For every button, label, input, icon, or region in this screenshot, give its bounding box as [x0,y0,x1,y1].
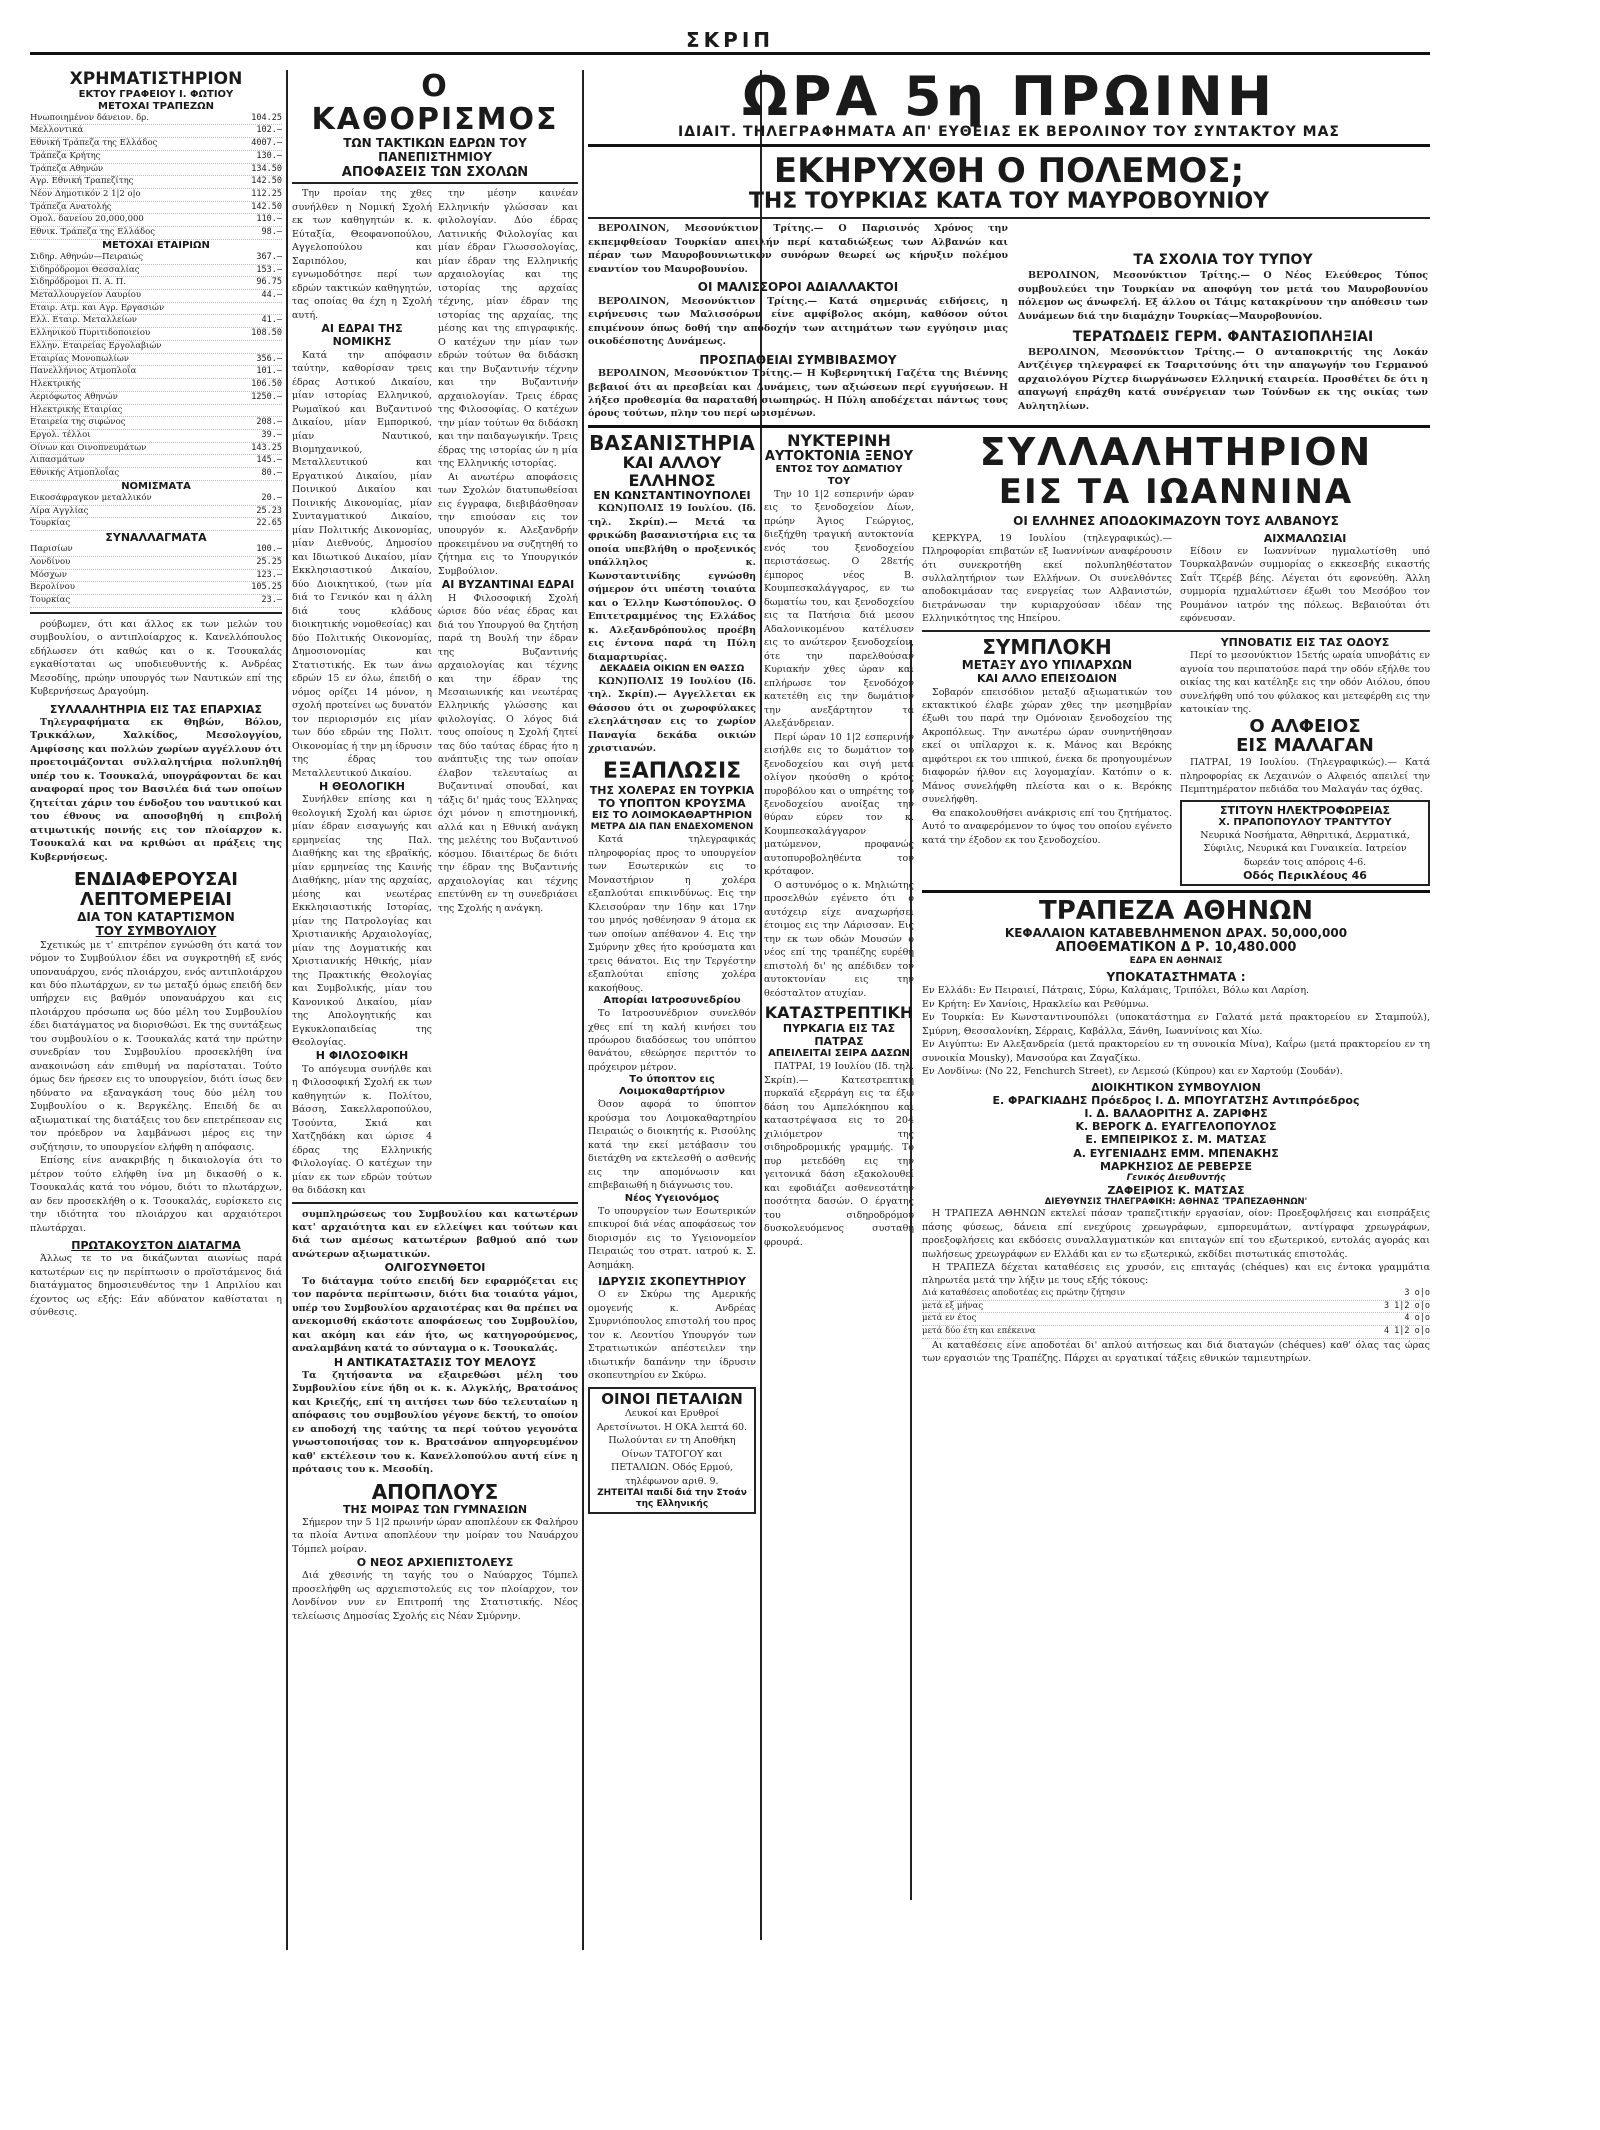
row-label: Εικοσάφραγκον μεταλλικόν [30,492,152,503]
table-row [922,1301,1430,1314]
row-label: Εταιρεία της σιφώνος [30,417,126,428]
row-label: Μεταλλουργείον Λαυρίου [30,290,142,301]
banner-headline: ΩΡΑ 5η ΠΡΩΙΝΗ [741,70,1277,128]
table-row [30,455,282,468]
row-label: Σιδηρόδρομοι Π. Α. Π. [30,277,127,288]
article-subhead: ΠΡΟΣΠΑΘΕΙΑΙ ΣΥΜΒΙΒΑΣΜΟΥ [699,352,897,367]
article-body: την μέσην καινέαν Ελληνικήν γλώσσαν και φιλολογίαν. Δύο έδρας Λατινικής Φιλολογίας και μίαν έδραν Γλωσσολογίας, μίαν έδραν της Ελληνικής αρχαιολογίας και της ιστορίας της αρχαίας τέχνης, μίαν έδραν της ιστορίας της αρχαίας, της μέσης και της επιγραφικής. Ο κατέχων την μίαν των εδρών τούτων θα διδάσκη και την Βυζαντινήν τέχνην και την Βυζαντινήν αρχαιολογίαν. Τρεις έδρας της Φιλοσοφίας. Ο κατέχων την μίαν τούτων θα διδάσκη και την παιδαγωγικήν. Τρεις έδρας της ιστορίας ών η μία της Ελληνικής ιστορίας. [438,188,578,470]
article-headline: Ο ΑΛΦΕΙΟΣ [1249,715,1361,737]
article-body: ΠΑΤΡΑΙ, 19 Ιουλίου (Ιδ. τηλ. Σκρίπ).— Κατεστρεπτική πυρκαϊά εξερράγη εις τα έξω δάση του Αμπελόκηπου και καταστρέψασα εις το 204 χιλιόμετρον της σιδηροδρομικής γραμμής. Το πυρ μετεδόθη εις την γειτονικά δάση εξακολουθεί και εφοδιάζει ασθενεστάτην ποσότητα δασών. Ο έργατης του σιδηροδρόμου δυσκολευόμενος συσταθή φρουρά. [764,1061,914,1248]
list-item: Ε. ΕΜΠΕΙΡΙΚΟΣ Σ. Μ. ΜΑΤΣΑΣ [1085,1133,1267,1147]
row-label: Νέον Δημοτικόν 2 1|2 ο|ο [30,189,141,199]
right-section [588,70,1430,1940]
clinic-advertisement [1180,800,1430,887]
board-list [922,1094,1430,1173]
ad-footer: ΖΗΤΕΙΤΑΙ παιδί διά την Στοάν της Ελληνικής [597,1488,747,1510]
article-body: ΒΕΡΟΛΙΝΟΝ, Μεσονύκτιον Τρίτης.— Η Κυβερνητική Γαζέτα της Βιέννης βεβαιοί ότι αι πρεσβείαι και Δυνάμεις, των αξιώσεων περί εγγυήσεων. Η λήξεσ προθεσμία θα παραταθή σιωπηρώς. Η Πύλη αποδέχεται πάντως τους όρους τούτων, πλην του περί ωρισμένων. [588,368,1008,420]
article-subhead: Απορίαι Ιατροσυνεδρίου [603,995,741,1007]
branches-heading: ΥΠΟΚΑΤΑΣΤΗΜΑΤΑ : [1106,969,1246,984]
table-row [922,1313,1430,1326]
table-row [30,430,282,443]
article-headline: ΣΥΜΠΛΟΚΗ [982,634,1112,659]
article-body: ρούβωμεν, ότι και άλλος εκ των μελών του συμβουλίου, ο αντιπλοίαρχος κ. Κανελλόπουλος εδήλωσεν ότι καθώς και ο κ. Τσουκαλάς εγκαθίσταται ως υποδιευθυντής κ. Ανδρέας Μεσοδίης, πρώην υπουργός των Ναυτικών επί της Κυβερνήσεως Δραγούμη. [30,618,282,698]
article-body: Τηλεγραφήματα εκ Θηβών, Βόλου, Τρικκάλων, Χαλκίδος, Μεσολογγίου, Αμφίσσης και πολλών χωρίων αγγέλλουν ότι προετοιμάζονται συλλαλητήρια πολυπληθή υπέρ του κ. Τσουκαλά, υπογράφονται δε και αναφοραί προς τον Βασιλέα διά των οποίων ζητείται χάριν του ένδοξου του ναυτικού και του έθνους να αποσοβηθή η επιβολή ατιμωτικής ποινής εις τον πλοίαρχον κ. Τσουκαλά και να κριθώσι αι πράξεις της Κυβερνήσεως. [30,716,282,863]
article-headline: ΕΙΣ ΤΑ ΙΩΑΝΝΙΝΑ [998,471,1354,512]
table-row [30,164,282,177]
divider [922,630,1430,632]
table-row [30,265,282,278]
article-body: ΒΕΡΟΛΙΝΟΝ, Μεσονύκτιον Τρίτης.— Κατά σημερινάς ειδήσεις, η ειρήνευσις των Μαλισσόρων είνε αμφίβολος ακόμη, καθόσον ούτοι επιμένουν όπως δοθή την αποδοχήν των αιτημάτων των εγγύησιν μιας οικοδέσποτης Δυνάμεως. [588,295,1008,348]
bank-capital: ΚΕΦΑΛΑΙΟΝ ΚΑΤΑΒΕΒΛΗΜΕΝΟΝ ΔΡΑΧ. 50,000,000 [1004,926,1348,941]
row-label: Βερολίνου [30,582,75,593]
row-label: Ηνωποιημένον δάνειον. δρ. [30,112,149,123]
row-label: Σιδηρ. Αθηνών—Πειραιώς [30,251,143,262]
row-label: Παρισίων [30,544,73,555]
row-label: Εταιρίας Μονοπωλίων [30,353,129,364]
divider [922,890,1430,893]
row-label: Τράπεζα Ανατολής [30,201,112,212]
list-item: Α. ΕΥΓΕΝΙΑΔΗΣ ΕΜΜ. ΜΠΕΝΑΚΗΣ [1073,1146,1279,1160]
article-body: ΚΩΝ)ΠΟΛΙΣ 19 Ιουλίου. (Ιδ. τηλ. Σκρίπ).— Μετά τα φρικώδη βασανιστήρια εις τα οποία υπεβλήθη ο προξενικός υπάλληλος κ. Κωνσταντινίδης εγνώσθη σήμερον ότι υπέστη τοιαύτα και ο Έλλην Κωστόπουλος. Ο Επιτετραμμένος της Ελλάδος κ. Αλεξανδρόπουλος προέβη εις έντονα παρά τη Πύλη διαμαρτυρίας. [588,503,756,663]
article-subhead: ΔΙΑ ΤΟΝ ΚΑΤΑΡΤΙΣΜΟΝ [77,909,235,924]
exchange-title: ΧΡΗΜΑΤΙΣΤΗΡΙΟΝ [69,70,243,89]
row-label: Ελλ. Εταιρ. Μεταλλείων [30,315,137,326]
row-label: Σιδηρόδρομοι Θεσσαλίας [30,264,140,275]
row-value: 153.— [256,264,282,275]
row-value: 356.— [256,353,282,364]
article-body: Κατά τηλεγραφικάς πληροφορίας προς το υπουργείον των Εσωτερικών εις το Μοναστήριον η χολέρα εξαπλούται επικινδύνως. Εις την Κλεισούραν την 16ην και 17ην του μηνός ησθένησαν 9 άτομα εκ των οποίων απέθανον 4. Εις την Σμύρνην χθες ήτο κρούσματα και τρεις θάνατοι. Εις την Τεργέστην εξαπλούται επίσης χολέρα κακοήθους. [588,834,756,994]
article-subhead: Ο ΝΕΟΣ ΑΡΧΙΕΠΙΣΤΟΛΕΥΣ [356,1556,514,1570]
row-value: 106.50 [251,379,282,390]
row-value: 142.50 [251,176,282,187]
exchange-table-currency [30,493,282,531]
row-value: 367.— [256,251,282,262]
table-row [30,366,282,379]
ad-address: Οδός Περικλέους 46 [1243,869,1367,883]
row-label: Αγρ. Εθνική Τραπεζίτης [30,176,134,187]
row-label: Ελληνικού Πυριτιδοποιείου [30,328,151,339]
row-label: Εθνικ. Τράπεζα της Ελλάδος [30,227,155,238]
table-row [30,252,282,265]
row-value: 101.— [256,366,282,377]
article-body: Ο αστυνόμος ο κ. Μηλιώτης προσελθών εγένετο ότι ο αυτόχειρ είχε αναχωρήσει έτοιμος εις την Λάρισσαν. Εις την εκ των οδών Μουσών ο νέος επί της τραπέζης ευρέθη επιστολή δι' ης απέδιδεν τον αυτοκτονίαν εις την θεόσταλτον ατυχίαν. [764,879,914,999]
news-column-c [922,429,1430,1514]
row-label: Εταιρ. Ατμ. και Αγρ. Εργασιών [30,302,165,313]
article-body: Το υπουργείον των Εσωτερικών επικυροί διά νέας αποφάσεως τον διορισμόν εις το Υγειονομείον Πειραιώς του στρατ. ιατρού κ. Σ. Ασημάκη. [588,1205,756,1271]
table-row [30,202,282,215]
article-subhead: ΤΕΡΑΤΩΔΕΙΣ ΓΕΡΜ. ΦΑΝΤΑΣΙΟΠΛΗΞΙΑΙ [1072,329,1374,346]
exchange-section: ΣΥΝΑΛΛΑΓΜΑΤΑ [105,530,207,544]
table-row [30,125,282,138]
article-subhead: ΜΕΤΑΞΥ ΔΥΟ ΥΠΙΛΑΡΧΩΝ [961,657,1133,672]
table-row [30,328,282,341]
divider [30,612,282,614]
exchange-subtitle: ΕΚΤΟΥ ΓΡΑΦΕΙΟΥ Ι. ΦΩΤΙΟΥ [78,88,234,100]
table-row [30,405,282,418]
article-body: Την 10 1|2 εσπερινήν ώραν εις το ξενοδοχείον Δίων, πρώην Άγιος Γεώργιος, διεξήχθη τραγική αυτοκτονία ενός του ξενοδοχείου περιστάσεως. Ο 28ετής έμπορος νέος Β. Κουμπεσκαλάγγαρος, εν τω δωματίω του, και ξενοδοχείου εις τα Πατήσια διά μεσου Αδαλονικομένου κατέλυσεν εις το ανώτερον ξενοδοχείον, ότε την παρελθούσαν Κυριακήν χθες ώραν και επλήρωσε τον ξενοδόχον κατετέθη εις την δωμάτιον την ανεξάρτητον τα Αλεξάνδρειαν. [764,488,914,730]
list-item: Ε. ΦΡΑΓΚΙΑΔΗΣ Πρόεδρος Ι. Δ. ΜΠΟΥΓΑΤΣΗΣ Αντιπρόεδρος [992,1093,1360,1107]
row-value: 41.— [261,315,282,326]
row-label: Μόσχων [30,569,67,580]
table-row [30,113,282,126]
article-subhead: ΔΕΚΑΔΕΙΑ ΟΙΚΙΩΝ ΕΝ ΘΑΣΣΩ [599,664,745,675]
article-subhead: ΤΗΣ ΧΟΛΕΡΑΣ ΕΝ ΤΟΥΡΚΙΑ [589,784,755,798]
article-body: Την προίαν της χθες συνήλθεν η Νομική Σχολή εκ των καθηγητών κ. κ. Εύταξία, Θεοφανοπούλου, Αγγελοπούλου και Σαριπόλου, και εγνωμοδότησε περί των εδρών τακτικών καθηγητών, τας οποίας θα έχη η Σχολή αυτή. [292,188,432,321]
row-label: Τουρκίας [30,518,71,529]
exchange-table-companies [30,252,282,481]
article-headline: ΠΡΩΤΑΚΟΥΣΤΟΝ ΔΙΑΤΑΓΜΑ [71,1239,241,1253]
article-subhead: ΤΑ ΣΧΟΛΙΑ ΤΟΥ ΤΥΠΟΥ [1133,252,1313,269]
row-label: Πανελλήνιος Ατμοπλοΐα [30,366,137,377]
row-label: μετά εν έτος [922,1313,977,1324]
article-subhead: ΑΠΕΙΛΕΙΤΑΙ ΣΕΙΡΑ ΔΑΣΩΝ [768,1048,910,1060]
row-value: 3 1|2 ο|ο [1383,1300,1430,1311]
article-headline: ΒΑΣΑΝΙΣΤΗΡΙΑ [589,430,755,455]
row-value: 100.— [256,544,282,555]
list-item: Εν Κρήτη: Εν Χανίοις, Ηρακλείω και Ρεθύμνω. [922,998,1149,1010]
list-item: ΜΑΡΚΗΣΙΟΣ ΔΕ ΡΕΒΕΡΣΕ [1100,1159,1252,1173]
article-headline: ΣΥΛΛΑΛΗΤΗΡΙΟΝ [979,429,1373,474]
table-row [30,595,282,608]
row-label: Εργολ. τέλλοι [30,429,91,440]
article-subhead: ΑΙΧΜΑΛΩΣΙΑΙ [1263,531,1347,545]
article-body: Σοβαρόν επεισόδιον μεταξύ αξιωματικών του εκτακτικού έλαβε χώραν χθες την μεσημβρίαν έξωθι του παρά την Ομόνοιαν ξενοδοχείου της Ακροπόλεως. Την ανωτέρω ώραν συνηντήθησαν εκεί οι υπίλαρχοι κ. κ. Μάνος και Βερόκης αμφότεροι εκ του ιππικού, ένεκα δε προηγουμένων διαφορών ήλθον εις λογομαχίαν. Κατόπιν ο κ. Μάνος συνελήφθη πλείστα και ο κ. Βερόκης συνελήφθη. [922,686,1172,806]
article-subhead: Η ΦΙΛΟΣΟΦΙΚΗ [315,1049,409,1063]
row-label: μετά δύο έτη και επέκεινα [922,1326,1036,1337]
row-value: 98.— [261,227,282,238]
row-value: 4 ο|ο [1404,1313,1430,1324]
article-body: Άλλως τε το να δικάζωνται αιωνίως παρά κατωτέρων εις ην περίπτωσιν ο προϊστάμενος διά διατάγματος δημοσιευθέντος την 1 Απριλίου και έχοντος ως εξής: Εάν αδύνατον καθίσταται η σύνθεσις. [30,1253,282,1319]
article-body: Το Ιατροσυνέδριον συνελθόν χθες επί τη καλή κινήσει του πρόωρου διαδόσεως του υπόπτου θανάτου, εθεώρησε περιττόν το πρόχειρον μέτρον. [588,1008,756,1073]
article-body: Το διάταγμα τούτο επειδή δεν εφαρμόζεται εις τον παρόντα περίπτωσιν, διότι δια τοιαύτα γάμοι, υπέρ του Συμβουλίου αρχαιοτέρας και θα πρέπει να ανεκομισθή εκάστοτε αποφάσεως του Συμβουλίου, και ακόμη και εάν ήτο, ως κατηγορούμενος, αναλαμβάνη κατά το σύνταγμα ο κ. Τσουκαλάς. [292,1275,578,1355]
interest-rates [922,1288,1430,1339]
row-value: 80.— [261,468,282,479]
column-rule [286,70,288,1950]
table-row [30,468,282,481]
row-label: Μελλοντικά [30,125,84,136]
article-subhead: ΤΟΥ ΣΥΜΒΟΥΛΙΟΥ [95,924,217,939]
news-column-b [764,432,914,1514]
article-subhead: ΠΥΡΚΑΓΙΑ ΕΙΣ ΤΑΣ ΠΑΤΡΑΣ [782,1021,896,1049]
exchange-table-banks [30,113,282,240]
article-body: Συνήλθεν επίσης και η θεολογική Σχολή και ώρισε μίαν έδραν εισαγωγής και ερμηνείας της Παλ. Διαθήκης και της εβραϊκής, μίαν ερμηνείας της Καινής Διαθήκης, μίαν της αρχαίας, μέσης και νεωτέρας Εκκλησιαστικής Ιστορίας, μίαν της Πατρολογίας και Χριστιανικής Αρχαιολογίας, μίαν της Δογματικής και Χριστιανικής Ηθικής, μίαν της Πρακτικής Θεολογίας και Συμβολικής, μίαν του Κανονικού Δικαίου, μίαν της Απολογητικής και Εγκυκλοπαιδείας της Θεολογίας. [292,794,432,1048]
row-value: 134.50 [251,163,282,174]
ad-title: ΟΙΝΟΙ ΠΕΤΑΛΙΩΝ [601,1389,743,1408]
article-subhead: Νέος Υγειονόμος [624,1192,720,1204]
table-row [30,582,282,595]
exchange-section: ΜΕΤΟΧΑΙ ΕΤΑΙΡΙΩΝ [102,239,210,251]
article-body: Διά χθεσινής τη ταγής του ο Ναύαρχος Τόμπελ προσελήφθη ως αρχιεπιστολεύς εις τον πλοίαρχον, τον Λονδίνον νυν εν Επιτροπή της Στατιστικής. Νέος τελείωσις Δημοσίας Σχολής εις Νέαν Σμύρνην. [292,1570,578,1622]
row-value: 104.25 [251,112,282,123]
row-value: 108.50 [251,328,282,339]
article-body: ΚΕΡΚΥΡΑ, 19 Ιουλίου (τηλεγραφικώς).— Πληροφορίαι επιβατών εξ Ιωαννίνων αναφέρουσιν ότι συνεκροτήθη εκεί πολυπληθέστατον συλλαλητήριον των Ελλήνων. Οι συνελθόντες αποδοκιμάσαν τας ενεργείας των Αλβανιστών, διετράνωσαν την κυριαρχούσαν ιδέαν της Ελληνικότητος της Ηπείρου. [922,532,1172,625]
row-value: 142.50 [251,201,282,212]
article-subhead: Η ΘΕΟΛΟΓΙΚΗ [319,780,405,794]
table-row [30,392,282,405]
ad-body: Λευκοί και Ερυθροί Αρετσίνωτοι. Η ΟΚΑ λεπτά 60. Πωλούνται εν τη Αποθήκη Οίνων ΤΑΤΟΓΟΥ και ΠΕΤΑΛΙΩΝ. Οδός Ερμού, τηλέφωνον αριθ. 9. [596,1408,748,1487]
table-row [30,315,282,328]
article-body: Σχετικώς με τ' επιτρέπον εγνώσθη ότι κατά τον νόμον το Συμβούλιον έδει να συγκροτηθή εξ ενός υποναυάρχου, ενός πλοιάρχου, ενός αντιπλοιάρχου και δύο πλωτάρχων, εν τω μεταξύ όμως επειδή δεν υπήρχεν εις βαθμόν υποναυάρχου και εις πλοιάρχου πρόσωπα ως δύο μέλη του Συμβουλίου έδει διατάγματος να διορισθώσι. Εκ της συντάξεως του συμβουλίου ο κ. Τσουκαλάς κατά την πρώτην συνεδρίαν του Συμβουλίου προσεκλήθη ίνα ανακοινώση εάν επιθυμή να παρίσταται. Τούτο όμως δεν ήρεσεν εις το υπουργείον, διότι ίσως δεν ηδύνατο να εξαναγκάση τους δύο μέλη του Συμβουλίου ο κ. Βεργκέλης. Επειδή δε αι αξιωματικαί της διατάξεις του δεν επετρέπεσαν εις τον πρόεδρον να λαμβάνωσι μέρος εις την συζήτησιν, το υπουργείον ελήφθη η απόφασις. [30,939,282,1153]
row-value: 3 ο|ο [1404,1287,1430,1298]
row-label: Ομολ. δανείου 20,000,000 [30,214,144,225]
row-label: Τράπεζα Αθηνών [30,163,104,174]
row-value: 1250.— [251,391,282,402]
article-body: ΚΩΝ)ΠΟΛΙΣ 19 Ιουλίου (Ιδ. τηλ. Σκρίπ).— Αγγελλεται εκ Θάσσου ότι οι χωροφύλακες ελεηλάτησαν εις το χωρίον Παναγία δεκάδα οικιών χριστιανών. [588,675,756,755]
article-subhead: ΤΩΝ ΤΑΚΤΙΚΩΝ ΕΔΡΩΝ ΤΟΥ ΠΑΝΕΠΙΣΤΗΜΙΟΥ [343,136,527,165]
article-body: Κατά την απόφασιν ταύτην, καθορίσαν τρεις έδρας Αστικού Δικαίου, μίαν ιστορίας Ελληνικού, Ρωμαϊκού και Βυζαντινού Δικαίου, μίαν Εμπορικού, μίαν Ναυτικού, Βιομηχανικού, Μεταλλευτικού και Εργατικού Δικαίου, μίαν Ποινικού Δικαίου και Ποινικής Δικονομίας, μίαν Συνταγματικού Δικαίου, μίαν Πολιτικής Δικονομίας, μίαν Διεθνούς, Δημοσίου και Ιδιωτικού Δικαίου, μίαν Εκκλησιαστικού Δικαίου, δύο Διοικητικού, (των μία διά το Γενικόν και η άλλη διά τους κλάδους διοικητικής νομοθεσίας) και δύο Πολιτικής Οικονομίας, Δημοσιονομίας και Στατιστικής. Εκ των άνω εδρών 15 εν όλω, έπειδή ο νόμος ορίζει 14 μόνον, η σχολή προτείνει ως δυνατόν τον περιορισμόν εις μίαν των δύο εδρών της Πολιτ. Οικονομίας ή την μη ίδρυσιν της έδρας του Μεταλλευτικού Δικαίου. [292,349,432,779]
row-value: 102.— [256,125,282,136]
article-headline: ΕΞΑΠΛΩΣΙΣ [602,758,742,784]
article-subhead: ΟΙ ΕΛΛΗΝΕΣ ΑΠΟΔΟΚΙΜΑΖΟΥΝ ΤΟΥΣ ΑΛΒΑΝΟΥΣ [1013,514,1339,529]
row-label: Λίρα Αγγλίας [30,505,89,516]
masthead-title: ΣΚΡΙΠ [686,28,774,52]
ad-title: ΣΤΙΤΟΥΝ ΗΛΕΚΤΡΟΦΩΡΕΙΑΣ [1219,803,1391,817]
column-rule [582,70,584,1950]
bank-advertisement [922,897,1430,1365]
article-headline: ΙΔΡΥΣΙΣ ΣΚΟΠΕΥΤΗΡΙΟΥ [598,1275,746,1289]
row-label: Εθνικής Ατμοπλοΐας [30,468,120,479]
article-subhead: ΚΑΙ ΑΛΛΟ ΕΠΕΙΣΟΔΙΟΝ [976,672,1118,686]
list-item: Εν Τουρκία: Εν Κωνσταντινουπόλει (υποκατάστημα εν Γαλατά μετά πρακτορείου εν Σταμπούλ), Σμύρνη, Θεσσαλονίκη, Σέρραις, Καβάλλα, Ξάνθη, Ιωαννίνοις και Χίω. [922,1012,1430,1037]
article-body: Η Φιλοσοφική Σχολή ώρισε δύο νέας έδρας και διά του Υπουργού θα ζητήση παρά τη Βουλή την έδραν της Βυζαντινής αρχαιολογίας και τέχνης και την έδραν της Μεσαιωνικής και νεωτέρας Ελληνικής γλώσσης και φιλολογίας. Ο λόγος διά τους οποίους η Σχολή ζητεί τας δύο ταύτας έδρας ήτο η ανάπτυξις της των οποίαν έλαβον τελευταίως αι Βυζαντιναί σπουδαί, και τάξις δι' ημάς τους Έλληνας όχι μόνον η επιστημονική, αλλά και η Εθνική ανάγκη της μελέτης του Βυζαντινού κόσμου. Ιδιαιτέρως δε διότι την έδραν της Βυζαντινής αρχαιολογίας και τέχνης επετύνθη εν τη συνεδριάσει της Σχολής η ανάγκη. [438,592,578,914]
board-heading: ΔΙΟΙΚΗΤΙΚΟΝ ΣΥΜΒΟΥΛΙΟΝ [1091,1080,1261,1094]
table-row [30,151,282,164]
table-row [30,176,282,189]
divider [292,1202,578,1204]
row-value: 25.25 [256,556,282,567]
article-subhead: ΥΠΝΟΒΑΤΙΣ ΕΙΣ ΤΑΣ ΟΔΟΥΣ [1220,635,1390,649]
list-item: Εν Λονδίνω: (No 22, Fenchurch Street), εν Λεμεσώ (Κύπρου) και εν Χαρτούμ (Σουδάν). [922,1066,1343,1078]
article-subhead: ΤΗΣ ΜΟΙΡΑΣ ΤΩΝ ΓΥΜΝΑΣΙΩΝ [342,1502,528,1516]
table-row [30,570,282,583]
article-body: Περί το μεσονύκτιον 15ετής ωραία υπνοβάτις εν αγνοία του περιπατούσε παρά την οδόν εξήλθε του οικίας της και κατέληξε εις την οδόν Αιόλου, όπου συνελήφθη υπό του φύλακος και μετεφέρθη εις την κατοικίαν της. [1180,650,1430,716]
row-label: μετά εξ μήνας [922,1300,984,1311]
article-headline: ΑΠΟΠΛΟΥΣ [371,1479,499,1504]
article-body: Ο εν Σκύρω της Αμερικής ομογενής κ. Ανδρέας Σμυρνιόπουλος επιστολή του προς τον κ. Λεοντίου Υπουργόν των Στρατιωτικών απέστειλεν την ιδιωτικήν δαπάνην την ίδρυσιν σκοπευτηρίου εν Σκύρω. [588,1289,756,1382]
row-value: 112.25 [251,189,282,199]
article-subhead: ΑΥΤΟΚΤΟΝΙΑ ΞΕΝΟΥ [764,448,914,464]
bank-body: Η ΤΡΑΠΕΖΑ ΑΘΗΝΩΝ εκτελεί πάσαν τραπεζιτικήν εργασίαν, οίον: Προεξοφλήσεις και εισπράξεις πάσης φύσεως, δάνεια επί ενεχύροις χρεωγράφων, εμπορευμάτων, αντίγραφα χρεωγράφων, προεξοφλήσεις και εκδόσεις συναλλαγματικών και επιταγών επί του εξωτερικού, εντολάς αγοράς και πωλήσεως χρεωγράφων εν Ελλάδι και εν τω εξωτερικώ, εκδίδει πιστωτικάς επιστολάς. [922,1208,1430,1260]
article-body: Όσον αφορά το ύποπτον κρούσμα του Λοιμοκαθαρτηρίου Πειραιώς ο διοικητής κ. Ρισούλης κατά την εκεί μετάβασιν του διετάχθη να εκτελεσθή ο ασθενής εις την απομόνωσιν και επιβεβαιωθή η διάγνωσις του. [588,1099,756,1192]
article-body: ΠΑΤΡΑΙ, 19 Ιουλίου. (Τηλεγραφικώς).— Κατά πληροφορίας εκ Λεχαινών ο Αλφειός απειλεί την Πεμπτημέρατον πεδιάδα του Μαλαγάν τας όχθας. [1180,757,1430,796]
telegraph-address: ΔΙΕΥΘΥΝΣΙΣ ΤΗΛΕΓΡΑΦΙΚΗ: ΑΘΗΝΑΣ 'ΤΡΑΠΕΖΑΘΗΝΩΝ' [1044,1196,1308,1207]
ad-body: Νευρικά Νοσήματα, Αθηριτικά, Δερματικά, Σύφιλις, Νευρικά και Γυναικεία. Ιατρείον δωρεάν τοις απόροις 4-6. [1200,829,1410,868]
row-value: 208.— [256,417,282,428]
article-body: ΒΕΡΟΛΙΝΟΝ, Μεσονύκτιον Τρίτης.— Ο Παρισινός Χρόνος την εκπεμφθείσαν Τουρκίαν απειλήν περί καταδιώξεως των Αλβανών και πέραν των Μαυροβουνιωτικών συνόρων θεωρεί ως κήρυξιν πολέμου εναντίον του Μαυροβουνίου. [588,223,1008,275]
article-headline: ΣΥΛΛΑΛΗΤΗΡΙΑ ΕΙΣ ΤΑΣ ΕΠΑΡΧΙΑΣ [49,702,263,716]
table-row [30,379,282,392]
table-row [30,417,282,430]
row-value: 143.25 [251,442,282,453]
article-headline: ΕΝΔΙΑΦΕΡΟΥΣΑΙ ΛΕΠΤΟΜΕΡΕΙΑΙ [74,869,238,910]
row-value: 23.— [261,595,282,606]
article-subhead: ΚΑΙ ΑΛΛΟΥ ΕΛΛΗΝΟΣ [622,452,722,490]
table-row [30,493,282,506]
table-row [922,1288,1430,1301]
row-value: 130.— [256,150,282,161]
row-label: Ελλην. Εταιρείας Εργολαβιών [30,340,162,351]
article-body: Είδοιν εν Ιωαννίνων ηγμαλωτίσθη υπό Τουρκαλβανών συμμορίας ο εκκεσεβής εικαστής Σαΐτ Τζερέβ βέης. Λέγεται ότι εφονεύθη. Άλλη συμμορία ηχμαλώτισεν έξωθι του Μεσόβου τον Ρουμάνον ιατρόν της πόλεως. Βεβαιούται ότι εφόνευσαν. [1180,545,1430,625]
bank-title: ΤΡΑΠΕΖΑ ΑΘΗΝΩΝ [1038,896,1314,927]
wine-advertisement [588,1387,756,1514]
row-value: 25.23 [256,505,282,516]
row-value: 4 1|2 ο|ο [1383,1326,1430,1337]
banner-subhead: ΙΔΙΑΙΤ. ΤΗΛΕΓΡΑΦΗΜΑΤΑ ΑΠ' ΕΥΘΕΙΑΣ ΕΚ ΒΕΡΟΛΙΝΟΥ ΤΟΥ ΣΥΝΤΑΚΤΟΥ ΜΑΣ [588,124,1430,147]
article-subhead: ΑΠΟΦΑΣΕΙΣ ΤΩΝ ΣΧΟΛΩΝ [292,165,578,185]
article-subhead: ΑΙ ΒΥΖΑΝΤΙΝΑΙ ΕΔΡΑΙ [441,578,575,592]
list-item: Ι. Δ. ΒΑΛΑΟΡΙΤΗΣ Α. ΖΑΡΙΦΗΣ [1084,1106,1268,1120]
list-item: Εν Αιγύπτω: Εν Αλεξανδρεία (μετά πρακτορείου εν τη συνοικία Μίνα), Καΐρω (μετά πρακτορείου εν τη συνοικία Mousky), Μανσούρα και Ζαγαζίκω. [922,1039,1430,1064]
table-row [922,1326,1430,1339]
branches-list [922,984,1430,1078]
war-headline: ΕΚΗΡΥΧΘΗ Ο ΠΟΛΕΜΟΣ; [773,150,1245,191]
war-subhead: ΤΗΣ ΤΟΥΡΚΙΑΣ ΚΑΤΑ ΤΟΥ ΜΑΥΡΟΒΟΥΝΙΟΥ [588,190,1430,219]
row-value: 123.— [256,569,282,580]
article-headline: Ο ΚΑΘΟΡΙΣΜΟΣ [311,70,559,137]
article-subhead: ΜΕΤΡΑ ΔΙΑ ΠΑΝ ΕΝΔΕΧΟΜΕΝΟΝ [590,822,754,833]
article-subhead: ΕΝΤΟΣ ΤΟΥ ΔΩΜΑΤΙΟΥ ΤΟΥ [775,463,903,487]
table-row [30,557,282,570]
article-body: συμπληρώσεως του Συμβουλίου και κατωτέρων κατ' αρχαιότητα και εν ελλείψει και τούτων και διά των αμέσως κατωτέρων βαθμού από των ανώτερων αξιωματικών. [292,1208,578,1260]
article-subhead: Το ύποπτον εις Λοιμοκαθαρτήριον [619,1074,725,1098]
article-subhead: ΕΙΣ ΤΟ ΛΟΙΜΟΚΑΘΑΡΤΗΡΙΟΝ [591,810,753,822]
news-column-a [588,432,756,1514]
list-item: Κ. ΒΕΡΟΓΚ Δ. ΕΥΑΓΓΕΛΟΠΟΥΛΟΣ [1075,1120,1277,1134]
article-headline: ΝΥΚΤΕΡΙΝΗ [787,430,891,450]
article-subhead: ΑΙ ΕΔΡΑΙ ΤΗΣ ΝΟΜΙΚΗΣ [321,322,403,349]
row-value: 110.— [256,214,282,225]
row-label: Τράπεζα Κρήτης [30,150,101,161]
article-body: Σήμερον την 5 1|2 πρωινήν ώραν αποπλέουν εκ Φαλήρου τα πλοία Αντινα αποπλέουν την μοίραν του Ναυάρχου Τόμπελ μοίραν. [292,1516,578,1555]
row-value: 4007.— [251,138,282,149]
table-row [30,227,282,240]
row-label: Διά καταθέσεις αποδοτέας εις πρώτην ζήτησιν [922,1287,1126,1298]
exchange-section: ΜΕΤΟΧΑΙ ΤΡΑΠΕΖΩΝ [98,100,214,112]
article-headline: ΚΑΤΑΣΤΡΕΠΤΙΚΗ [764,1003,914,1023]
university-article [292,70,578,1940]
article-subhead: ΤΟ ΥΠΟΠΤΟΝ ΚΡΟΥΣΜΑ [598,797,746,811]
row-label: Εθνική Τράπεζα της Ελλάδος [30,138,158,149]
bank-seat: ΕΔΡΑ ΕΝ ΑΘΗΝΑΙΣ [1129,956,1223,966]
row-value: 39.— [261,429,282,440]
masthead [30,30,1430,55]
row-value: 22.65 [256,518,282,529]
article-body: Επίσης είνε ανακριβής η δικαιολογία ότι το μέτρον τούτο ελήφθη ίνα μη δικασθή ο κ. Τσουκαλάς κατά του νόμου, διότι το πλωτάρχων, αν δεν προσεκλήθη ο κ. Τσουκαλάς, ευρίσκετο εις την ιδιότητα του πλοιάρχου και αρχαιότεροι πλωτάρχαι. [30,1155,282,1234]
table-row [30,138,282,151]
deposit-footer: Αι καταθέσεις είνε αποδοτέαι δι' απλού αιτήσεως και διά διαταγών (chéques) καθ' όλας τας ώρας των εργασιών της Τραπέζης. Πάρχει αι εργατικαί τάξεις εθνικών ταμιευτηρίων. [922,1339,1430,1365]
row-label: Αεριόφωτος Αθηνών [30,391,118,402]
general-manager-label: Γενικός Διευθυντής [1126,1172,1226,1183]
article-subhead: ΟΙ ΜΑΛΙΣΣΟΡΟΙ ΑΔΙΑΛΛΑΚΤΟΙ [697,280,899,295]
ad-subtitle: Χ. ΠΡΑΠΟΠΟΥΛΟΥ ΤΡΑΝΤΥΤΟΥ [1218,816,1392,828]
row-label: Λιπασμάτων [30,455,85,466]
row-value: 105.25 [251,582,282,593]
article-body: Τα ζητήσαντα να εξαιρεθώσι μέλη του Συμβουλίου είνε ήδη οι κ. κ. Αλγκλής, Βρατσάνος και Κριεζής, επί τη αιτήσει των δύο τελευταίων η απόφασις του συμβουλίου γέγονε δεκτή, το οποίον εν αποδοχή της ταύτης τα περί τούτου γεγονότα γνωστοποιήσας τον κ. Βρατσάνον απηγορευμένον καθ' εκτέλεσιν του κ. Κανελλοπούλου αυτή είνε η πρότασις του κ. Μεσοδίη. [292,1369,578,1476]
table-row [30,354,282,367]
row-value: 96.75 [256,277,282,288]
table-row [30,277,282,290]
article-headline: ΕΙΣ ΜΑΛΑΓΑΝ [1236,735,1374,757]
row-label: Τουρκίας [30,595,71,606]
row-label: Λονδίνου [30,556,71,567]
row-value: 44.— [261,290,282,301]
table-row [30,214,282,227]
table-row [30,544,282,557]
left-column [30,70,282,1940]
article-body: Περί ώραν 10 1|2 εσπερινήν εισήλθε εις το δωμάτιον του ξενοδοχείου και σιγή μετά ολίγον ηκούσθη ο κρότος πυροβόλου και ο υπηρέτης του ξενοδοχείου ανοίξας την θύραν εύρεν τον κ. Κουμπεσκαλάγγαρον ματώμενον, προφανώς αυτοπυροβοληθέντα τον κρόταφον. [764,731,914,878]
row-value: 145.— [256,455,282,466]
bank-reserve: ΑΠΟΘΕΜΑΤΙΚΟΝ Δ Ρ. 10,480.000 [1055,940,1297,956]
table-row [30,303,282,316]
article-body: ΒΕΡΟΛΙΝΟΝ, Μεσονύκτιον Τρίτης.— Ο ανταποκριτής της Λοκάν Αντζέιγερ τηλεγραφεί εκ Τσαριτσύνης ότι την απαγωγήν του Γερμανού αρχαιολόγου Ρίχτερ διωργάνωσεν Ελληνική εταιρεία. Προσθέτει δε ότι η απαγωγή επράχθη κατά συνέργειαν των Τούνδων εκ της οικίας των Αυλητηλίων. [1018,346,1428,412]
article-body: Θα επακολουθήσει ανάκρισις επί του ζητήματος. Αυτό το αναφερόμενον το ύψος του οποίου εγένετο κατά την έξοδον εκ του ξενοδοχείου. [922,807,1172,846]
table-row [30,443,282,456]
article-subhead: ΟΛΙΓΟΣΥΝΘΕΤΟΙ [384,1261,486,1275]
article-subhead: Η ΑΝΤΙΚΑΤΑΣΤΑΣΙΣ ΤΟΥ ΜΕΛΟΥΣ [333,1355,537,1369]
row-label: Ηλεκτρικής [30,379,81,390]
general-manager: ΖΑΦΕΙΡΙΟΣ Κ. ΜΑΤΣΑΣ [1107,1183,1245,1197]
table-row [30,290,282,303]
table-row [30,518,282,531]
article-body: Το απόγευμα συνήλθε και η Φιλοσοφική Σχολή εκ των καθηγητών κ. Πολίτου, Βάσση, Σακελλαροπούλου, Τσούντα, Σκιά και Χατζηδάκη και ώρισε 4 έδρας της Ελληνικής Φιλολογίας. Ο κατέχων την μίαν εκ των εδρών τούτων θα διδάσκη και [292,1063,432,1197]
exchange-section: ΝΟΜΙΣΜΑΤΑ [121,480,191,492]
exchange-table-rates [30,544,282,608]
row-label: Ηλεκτρικής Εταιρίας [30,404,123,415]
list-item: Εν Ελλάδι: Εν Πειραιεί, Πάτραις, Σύρω, Καλάμαις, Τριπόλει, Βόλω και Λαρίση. [922,985,1310,997]
table-row [30,506,282,519]
article-body: Αι ανωτέρω αποφάσεις των Σχολών διατυπωθείσαι εις έγγραφα, διεβιβάσθησαν την επιούσαν εις τον υπουργόν κ. Αλεξανδρήν προκειμένου να συζητηθή το ζήτημα εις το Υπουργικόν Συμβούλιον. [438,471,578,577]
deposit-heading: Η ΤΡΑΠΕΖΑ δέχεται καταθέσεις εις χρυσόν, εις επιταγάς (chéques) και εις έντοκα γραμμάτια πληρωτέα μετά την λήξιν με τους εξής τόκους: [922,1262,1430,1287]
row-value: 20.— [261,492,282,503]
table-row [30,341,282,354]
row-label: Οίνων και Οινοπνευμάτων [30,442,147,453]
table-row [30,189,282,202]
article-subhead: ΕΝ ΚΩΝΣΤΑΝΤΙΝΟΥΠΟΛΕΙ [593,489,751,503]
article-body: ΒΕΡΟΛΙΝΟΝ, Μεσονύκτιον Τρίτης.— Ο Νέος Ελεύθερος Τύπος συμβουλεύει την Τουρκίαν να αποφύγη τον μετά του Μαυροβουνίου πόλεμον ως άνωφελή. Εξ άλλου οι Τάιμς κατακρίνουν την απόθεσιν των Δυνάμεων διά την διαμάχην Τουρκίας—Μαυροβουνίου. [1018,270,1428,322]
divider [588,425,1430,428]
